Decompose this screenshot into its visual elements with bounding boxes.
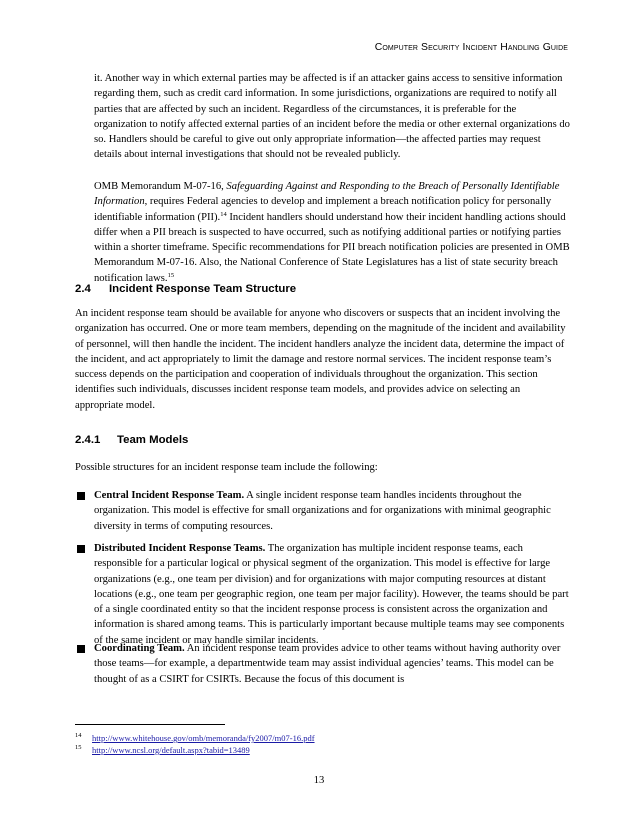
- section-title: Incident Response Team Structure: [109, 283, 297, 295]
- bullet-term: Coordinating Team.: [94, 643, 185, 654]
- footnote-ref-14[interactable]: 14: [220, 210, 227, 218]
- footnote-number: 14: [75, 732, 82, 739]
- bullet-text: An incident response team provides advice to other teams without having authority over those teams—for example, a departmentwide team may assist individual agencies’ teams. This model can be thought of as a CSIRT for CSIRTs. Because the focus of this document is: [94, 643, 561, 685]
- intro-paragraph-1: it. Another way in which external parties may be affected is if an attacker gains access to sensitive information regarding them, such as credit card information. In some jurisdictions, organizations are required to notify all parties that are affected by such an incident. Regardless of the circumstances, it is preferable for the organization to notify affected external parties of an incident before the media or other external organizations do so. Handlers should be careful to give out only appropriate information—the affected parties may request details about internal investigations that should not be revealed publicly.: [94, 73, 570, 161]
- footnote-number: 15: [75, 744, 82, 751]
- footnote-link[interactable]: http://www.ncsl.org/default.aspx?tabid=13489: [92, 745, 250, 755]
- subsection-intro: Possible structures for an incident response team include the following:: [75, 462, 378, 473]
- subsection-number: 2.4.1: [75, 434, 101, 446]
- omb-memo-prefix: OMB Memorandum M-07-16,: [94, 181, 227, 192]
- footnote-divider: [75, 724, 225, 725]
- subsection-heading: [75, 434, 188, 446]
- omb-memo-rest: Incident handlers should understand how their incident handling actions should differ when a PII breach is suspected to have occurred, such as notifying additional parties or notifying parties within a shorter timeframe. Specific recommendations for PII breach notification policies are presented in OMB Memorandum M-07-16. Also, the National Conference of State Legislatures has a list of state security breach notification laws.: [94, 211, 570, 284]
- omb-memo-mid: , requires Federal agencies to develop and implement a breach notification policy for personally identifiable information (PII).: [94, 196, 552, 223]
- subsection-title: Team Models: [117, 434, 189, 446]
- page-number: 13: [313, 775, 325, 786]
- section-number: 2.4: [75, 283, 91, 295]
- running-header: [375, 42, 568, 53]
- section-body: An incident response team should be available for anyone who discovers or suspects that an incident involving the organization has occurred. One or more team members, depending on the magnitude of the incident and availability of personnel, will then handle the incident. The incident handlers analyze the incident data, determine the impact of the incident, and act appropriately to limit the damage and restore normal services. The incident response team’s success depends on the participation and cooperation of individuals throughout the organization. This section identifies such individuals, discusses incident response team models, and provides advice on selecting an appropriate model.: [75, 308, 566, 411]
- bullet-text: A single incident response team handles incidents throughout the organization. This model is effective for small organizations and for organizations with minimal geographic diversity in terms of computing resources.: [94, 490, 551, 532]
- footnote-link[interactable]: http://www.whitehouse.gov/omb/memoranda/fy2007/m07-16.pdf: [92, 733, 315, 743]
- omb-memo-title: Safeguarding Against and Responding to the Breach of Personally Identifiable Information: [94, 181, 560, 208]
- footnote-ref-15[interactable]: 15: [167, 271, 175, 279]
- bullet-term: Central Incident Response Team.: [94, 490, 245, 501]
- bullet-text: The organization has multiple incident response teams, each responsible for a particular logical or physical segment of the organization. This model is effective for large organizations (e.g., one team per division) and for organizations with major computing resources at distant locations (e.g., one team per geographic region, one team per major facility). However, the teams should be part of a single coordinated entity so that the incident response process is consistent across the organization and information is shared among teams. This is particularly important because multiple teams may see components of the same incident or may handle similar incidents.: [94, 543, 569, 646]
- square-bullet-icon: [77, 545, 85, 553]
- square-bullet-icon: [77, 645, 85, 653]
- section-heading: [75, 283, 296, 295]
- running-header-title: Computer Security Incident Handling Guide: [374, 42, 568, 53]
- square-bullet-icon: [77, 492, 85, 500]
- bullet-term: Distributed Incident Response Teams.: [94, 543, 266, 554]
- intro-paragraph-2: [94, 179, 570, 286]
